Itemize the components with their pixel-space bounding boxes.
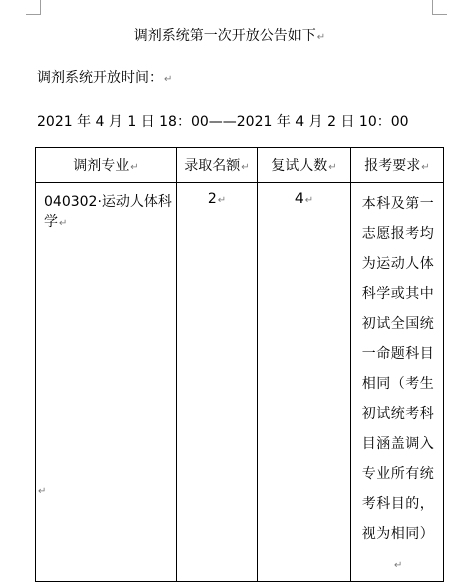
cell-mark: ↵ [394,560,403,571]
cell-admission-quota [177,183,258,582]
table-header-row [36,148,444,183]
header-retest-count [258,148,351,183]
open-time-value [37,113,409,131]
open-time-label [37,69,172,89]
open-time-label-text: 调剂系统开放时间： [37,70,163,86]
page-corner-mark-left [26,0,41,15]
cell-requirement-text: 本科及第一志愿报考均为运动人体科学或其中初试全国统一命题科目相同（考生初试统考科目涵盖调入专业所有统考科目的，视为相同） [361,196,435,542]
header-requirement-text: 报考要求 [364,158,421,174]
cell-mark: ↵ [328,162,337,173]
cell-retest-count-text: 4 [294,191,304,207]
document-title-text: 调剂系统第一次开放公告如下 [133,28,316,44]
header-retest-count-text: 复试人数 [271,158,328,174]
table-row [36,183,444,582]
cell-mark: ↵ [217,195,227,206]
header-major [36,148,177,183]
cell-major-text: 040302·运动人体科学 [44,194,172,230]
cell-mark: ↵ [421,162,430,173]
paragraph-mark: ↵ [316,32,326,43]
header-requirement [351,148,444,183]
header-admission-quota-text: 录取名额 [184,158,241,174]
cell-requirement [351,183,444,582]
transfer-table [35,147,444,582]
header-admission-quota [177,148,258,183]
cell-mark: ↵ [59,218,68,229]
cell-mark: ↵ [130,162,139,173]
cell-mark: ↵ [304,195,314,206]
cell-major [36,183,177,582]
cell-admission-quota-text: 2 [207,191,217,207]
cell-mark: ↵ [241,162,250,173]
open-time-value-text: 2021 年 4 月 1 日 18：00——2021 年 4 月 2 日 10：00 [37,114,409,130]
paragraph-mark: ↵ [164,74,173,85]
cell-retest-count [258,183,351,582]
header-major-text: 调剂专业 [73,158,130,174]
document-title [0,27,459,47]
document-end-mark [37,481,46,501]
page-corner-mark-right [432,0,447,15]
paragraph-mark: ↵ [38,486,47,497]
